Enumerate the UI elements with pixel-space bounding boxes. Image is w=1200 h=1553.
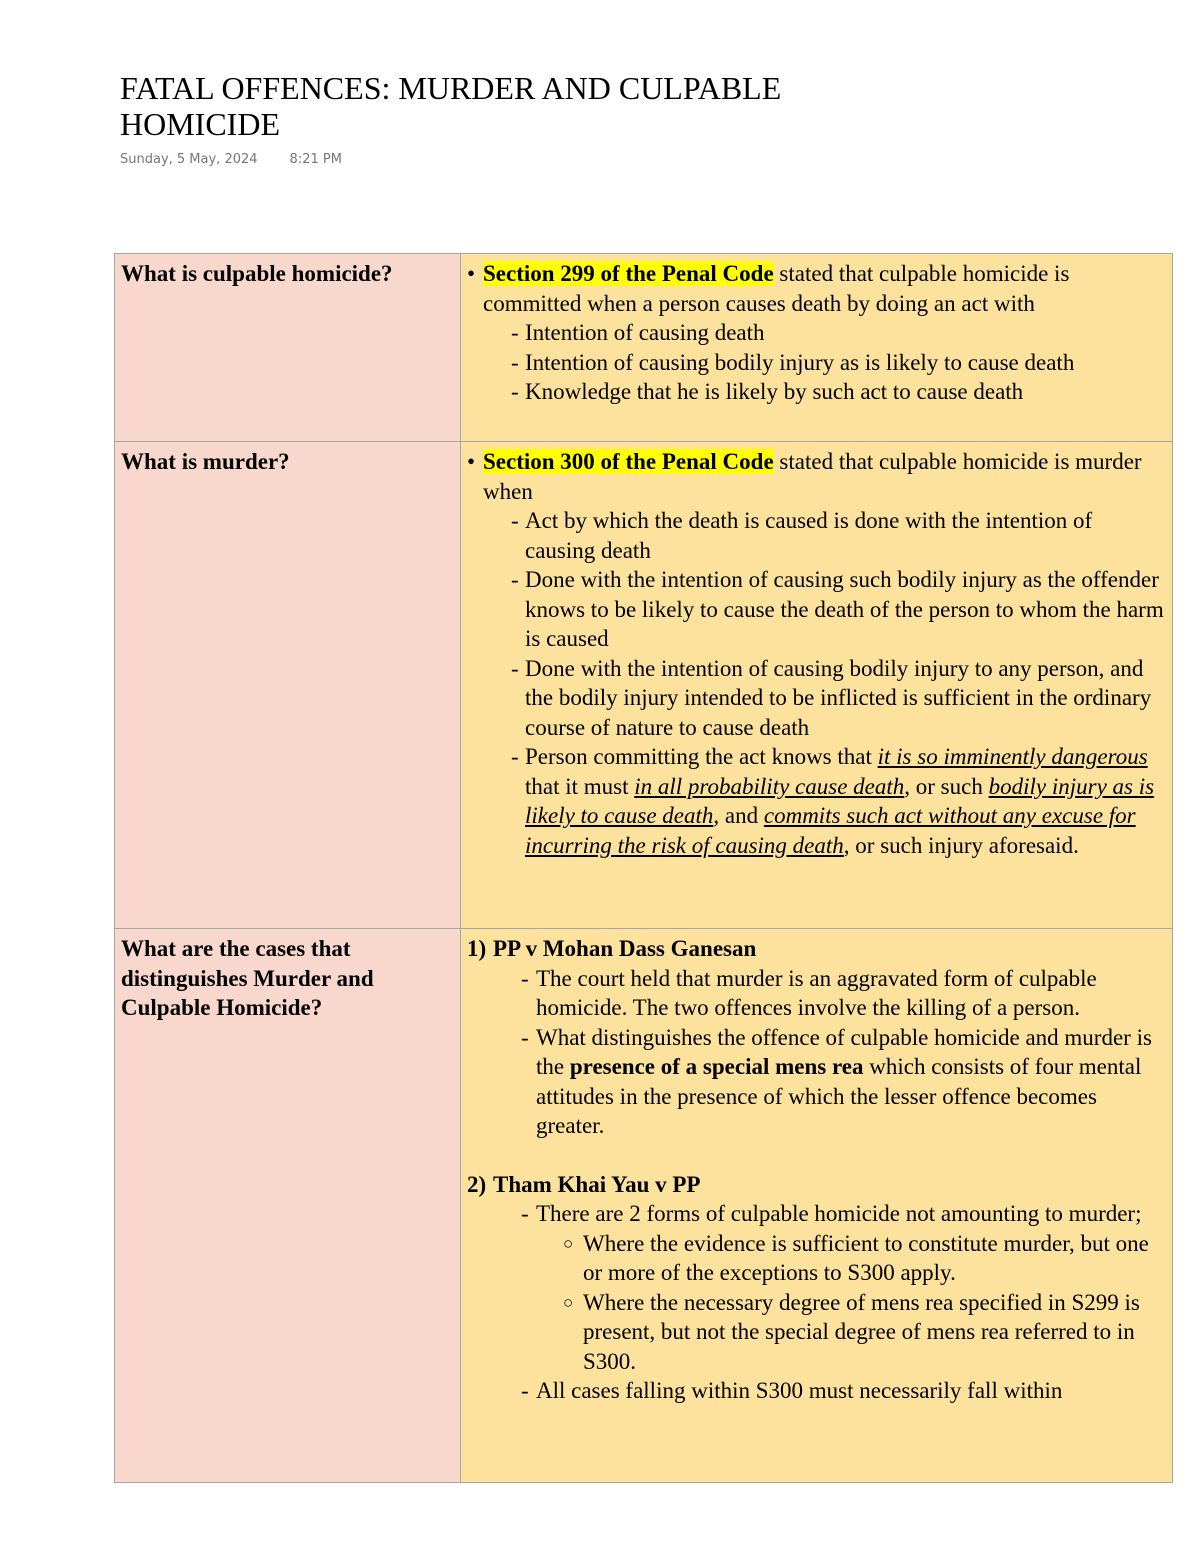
sub-list-item: ○ Where the necessary degree of mens rea specified in S299 is present, but not the special degree of mens rea referred to in S300.	[563, 1288, 1167, 1377]
list-item: - Knowledge that he is likely by such act to cause death	[511, 379, 1024, 404]
table-row	[115, 442, 1173, 929]
question-cell	[115, 254, 461, 442]
circle-bullet-icon: ○	[563, 1292, 574, 1312]
list-item: - Done with the intention of causing bodily injury to any person, and the bodily injury intended to be inflicted is sufficient in the ordinary course of nature to cause death	[511, 655, 1152, 740]
bullet-item	[467, 447, 1167, 506]
underlined-phrase: bodily injury as is likely to cause death	[525, 773, 1155, 828]
answer-cell	[461, 254, 1173, 442]
bullet-icon: •	[467, 261, 476, 286]
case-heading: 1) PP v Mohan Dass Ganesan	[467, 936, 757, 961]
page-title: FATAL OFFENCES: MURDER AND CULPABLE HOMICIDE	[120, 70, 782, 142]
underlined-phrase: commits such act without any excuse for incurring the risk of causing death	[525, 803, 1136, 858]
list-item: - What distinguishes the offence of culpable homicide and murder is the presence of a special mens rea which consists of four mental attitudes in the presence of which the lesser offence becomes greater.	[521, 1024, 1152, 1138]
page-date: Sunday, 5 May, 2024	[120, 152, 258, 167]
section-highlight: Section 300 of the Penal Code	[483, 449, 774, 474]
bullet-text: stated that culpable homicide is murder when	[483, 449, 1142, 504]
question-text: What is murder?	[121, 449, 290, 474]
question-cell	[115, 929, 461, 1483]
answer-cell	[461, 442, 1173, 929]
answer-cell	[461, 929, 1173, 1483]
question-cell	[115, 442, 461, 929]
bullet-icon: •	[467, 449, 476, 474]
sub-list-item: ○ Where the evidence is sufficient to constitute murder, but one or more of the exceptions to S300 apply.	[563, 1229, 1167, 1288]
bullet-text: stated that culpable homicide is committed when a person causes death by doing an act with	[483, 261, 1070, 316]
list-item: - The court held that murder is an aggravated form of culpable homicide. The two offences involve the killing of a person.	[521, 965, 1097, 1020]
list-item: - There are 2 forms of culpable homicide not amounting to murder;	[521, 1201, 1142, 1226]
question-text: What is culpable homicide?	[121, 261, 393, 286]
list-item: - Intention of causing bodily injury as is likely to cause death	[511, 349, 1075, 375]
table-row	[115, 929, 1173, 1483]
list-item: - All cases falling within S300 must necessarily fall within	[521, 1378, 1063, 1403]
underlined-phrase: in all probability cause death	[634, 773, 905, 799]
bullet-item	[467, 259, 1167, 318]
case-heading: 2) Tham Khai Yau v PP	[467, 1171, 701, 1197]
section-highlight: Section 299 of the Penal Code	[483, 261, 774, 286]
list-item: - Intention of causing death	[511, 320, 765, 345]
table-row	[115, 254, 1173, 442]
list-item: - Done with the intention of causing such bodily injury as the offender knows to be likely to cause the death of the person to whom the harm is caused	[511, 567, 1164, 651]
list-item: - Person committing the act knows that it is so imminently dangerous that it must in all probability cause death, or such bodily injury as is likely to cause death, and commits such act without any excuse for incurring the risk of causing death, or such injury aforesaid.	[511, 744, 1155, 858]
notes-table	[114, 253, 1173, 1483]
underlined-phrase: it is so imminently dangerous	[877, 744, 1148, 769]
list-item: - Act by which the death is caused is done with the intention of causing death	[511, 508, 1093, 563]
page-time: 8:21 PM	[289, 152, 342, 167]
bold-phrase: presence of a special mens rea	[569, 1054, 864, 1079]
question-text: What are the cases that distinguishes Murder and Culpable Homicide?	[121, 936, 374, 1020]
circle-bullet-icon: ○	[563, 1233, 574, 1253]
page-timestamp	[120, 152, 342, 167]
